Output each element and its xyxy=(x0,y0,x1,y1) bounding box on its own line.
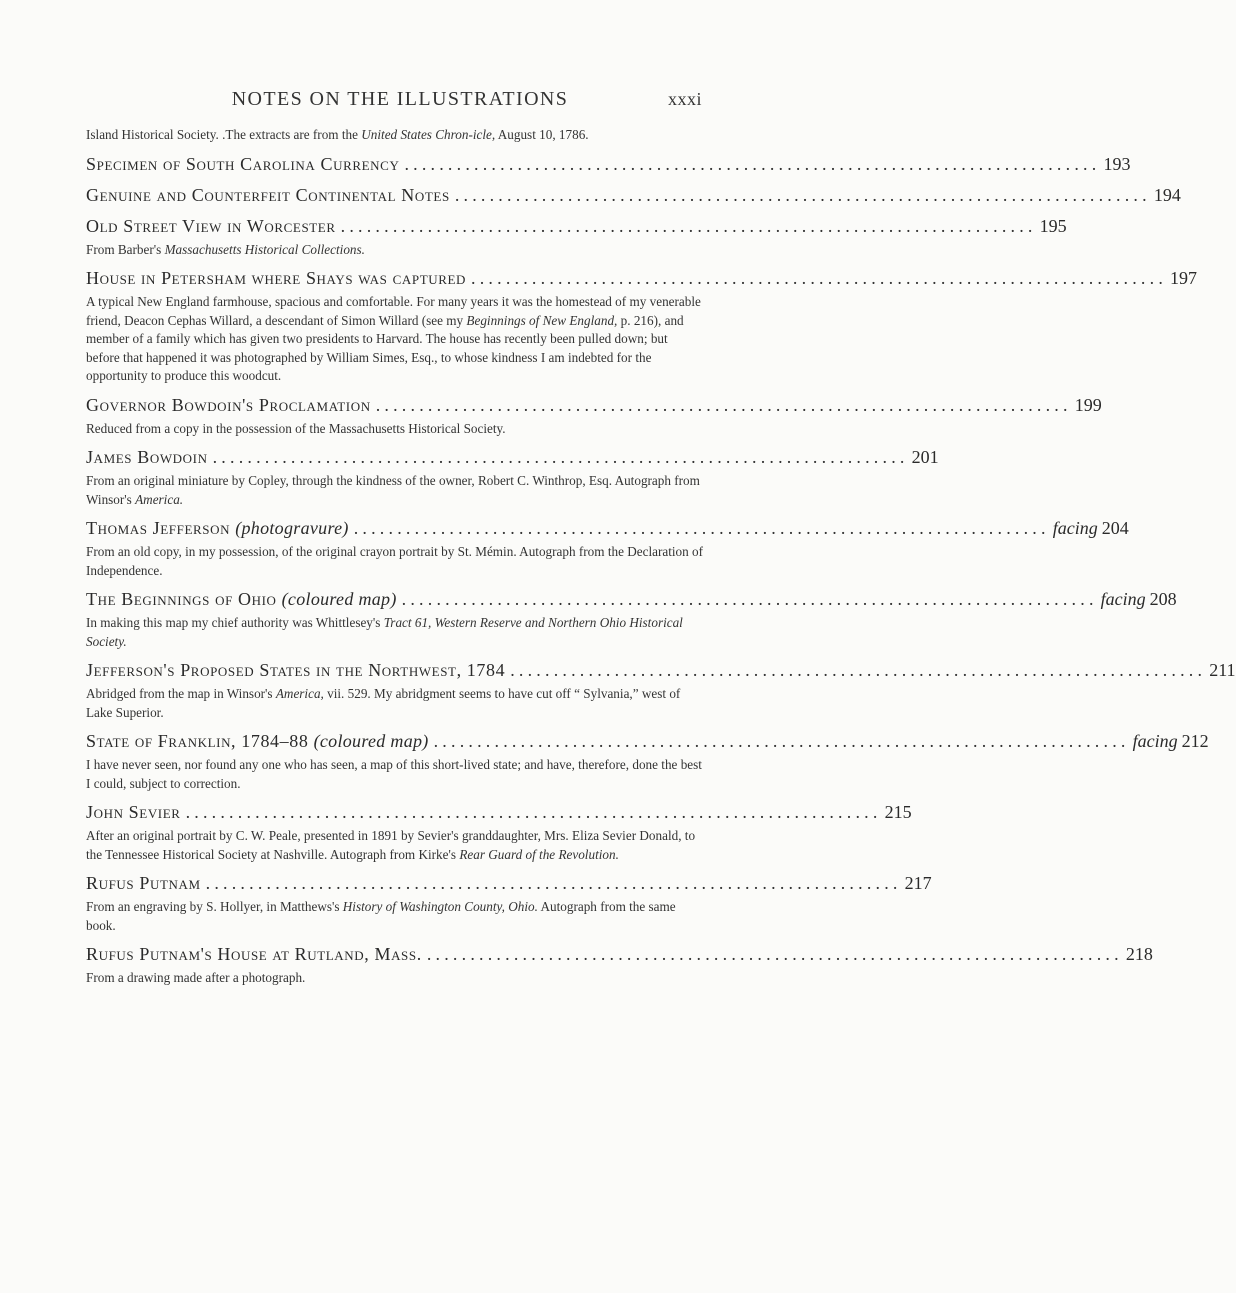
note-text: From an original miniature by Copley, through the kindness of the owner, Robert C. Winthrop, Esq. Autograph from Winsor's xyxy=(86,473,700,507)
entry-title: James Bowdoin xyxy=(86,447,208,467)
entry xyxy=(86,588,1177,651)
entry-page-number: 208 xyxy=(1149,589,1177,609)
page-title: NOTES ON THE ILLUSTRATIONS xyxy=(231,88,569,110)
entry-title-text: Thomas Jefferson xyxy=(86,518,231,538)
note-italic: America. xyxy=(135,491,184,507)
entry-page xyxy=(1098,588,1177,611)
note-text: A typical New England farmhouse, spacious and comfortable. For many years it was the homestead of my venerable friend, Deacon Cephas Willard, a descendant of Simon Willard (see my xyxy=(86,294,701,328)
entry-page xyxy=(1050,517,1129,540)
note-italic: Massachusetts Historical Collections. xyxy=(164,241,365,257)
entry-title: Rufus Putnam's House at Rutland, Mass. xyxy=(86,944,422,964)
page-number: xxxi xyxy=(667,89,702,109)
entry-title: Old Street View in Worcester xyxy=(86,215,336,236)
entry-note xyxy=(86,543,704,580)
entry-note xyxy=(86,685,704,722)
leader-dots: ................................................................................ xyxy=(454,184,1151,205)
entry-title: John Sevier xyxy=(86,802,181,822)
entry-page: 197 xyxy=(1170,268,1198,288)
intro-paragraph xyxy=(86,126,704,145)
note-text: Reduced from a copy in the possession of the Massachusetts Historical Society. xyxy=(86,420,506,436)
leader-dots: ................................................................................ xyxy=(205,873,902,893)
note-text: From an old copy, in my possession, of the original crayon portrait by St. Mémin. Autograph from the Declaration of Independence. xyxy=(86,544,704,578)
entry-heading xyxy=(86,588,1177,611)
entry-heading xyxy=(86,215,1067,238)
entry-heading xyxy=(86,184,1181,207)
entry xyxy=(86,215,1067,260)
note-text: From an engraving by S. Hollyer, in Matthews's xyxy=(86,899,343,914)
entry-title-italic: (coloured map) xyxy=(313,731,429,751)
entry-title: Jefferson's Proposed States in the Northwest, 1784 xyxy=(86,660,506,680)
entry-page: 199 xyxy=(1074,394,1102,415)
entry-heading xyxy=(86,872,932,895)
entry xyxy=(86,872,932,935)
entry-note xyxy=(86,293,704,386)
note-text-end: p. 216), and member of a family which has given two presidents to Harvard. The house has recently been pulled down; but before that happened it was photographed by William Simes, Esq., to whose kindness I am indebted for the opportunity to produce this woodcut. xyxy=(86,312,684,383)
entry-title: Genuine and Counterfeit Continental Notes xyxy=(86,184,450,205)
entry xyxy=(86,659,1236,722)
note-italic: America, xyxy=(275,686,324,701)
note-italic: Beginnings of New England, xyxy=(466,312,618,328)
note-text: From Barber's xyxy=(86,241,165,257)
entry xyxy=(86,943,1153,988)
entry-heading xyxy=(86,517,1129,540)
entry-title-text: State of Franklin, 1784–88 xyxy=(86,731,309,751)
entry-title xyxy=(86,517,349,540)
entry-page-number: 212 xyxy=(1181,731,1209,751)
entry-heading xyxy=(86,267,1198,290)
entry xyxy=(86,267,1198,386)
leader-dots: ................................................................................ xyxy=(433,731,1130,751)
entry xyxy=(86,184,1181,207)
leader-dots: ................................................................................ xyxy=(375,394,1072,415)
note-text: After an original portrait by C. W. Peale, presented in 1891 by Sevier's granddaughter, Mrs. Eliza Sevier Donald, to the Tennessee Historical Society at Nashville. Autograph from Kirke's xyxy=(86,828,696,862)
entry-heading xyxy=(86,153,1131,176)
entry-title-text: The Beginnings of Ohio xyxy=(86,589,277,609)
note-text: From a drawing made after a photograph. xyxy=(86,970,306,985)
entry-page: 201 xyxy=(911,447,939,467)
entry-title-italic: (coloured map) xyxy=(281,589,397,609)
entry-heading xyxy=(86,801,912,824)
facing-label: facing xyxy=(1052,518,1098,538)
note-italic: History of Washington County, Ohio. xyxy=(342,899,538,914)
entry-title-italic: (photogravure) xyxy=(235,518,349,538)
leader-dots: ................................................................................ xyxy=(510,660,1207,680)
intro-italic: United States Chron-icle, xyxy=(361,127,496,142)
entry-heading xyxy=(86,943,1153,966)
entry-page: 217 xyxy=(904,873,932,893)
note-text: Abridged from the map in Winsor's xyxy=(86,686,276,701)
entry-note xyxy=(86,827,704,864)
entry-page: 195 xyxy=(1039,215,1067,236)
entry-note xyxy=(86,614,704,651)
entry-page: 215 xyxy=(884,802,912,822)
note-text-end: Autograph from the same book. xyxy=(86,899,676,933)
running-head xyxy=(0,88,800,118)
leader-dots: ................................................................................ xyxy=(340,215,1037,236)
entry-note xyxy=(86,898,704,935)
entry-note xyxy=(86,420,704,439)
note-text: In making this map my chief authority was Whittlesey's xyxy=(86,615,384,630)
entry-page: 211 xyxy=(1209,660,1236,680)
entry-page-number: 204 xyxy=(1101,518,1129,538)
note-text: I have never seen, nor found any one who has seen, a map of this short-lived state; and have, therefore, done the best I could, subject to correction. xyxy=(86,757,702,791)
note-text-end: vii. 529. My abridgment seems to have cut off “ Sylvania,” west of Lake Superior. xyxy=(86,686,681,720)
entry xyxy=(86,517,1129,580)
leader-dots: ................................................................................ xyxy=(471,268,1168,288)
entry-page: 193 xyxy=(1103,153,1131,174)
leader-dots: ................................................................................ xyxy=(185,802,882,822)
leader-dots: ................................................................................ xyxy=(353,518,1050,538)
intro-text-end: August 10, 1786. xyxy=(495,127,589,142)
entry-page: 218 xyxy=(1125,944,1153,964)
entry-heading xyxy=(86,659,1236,682)
entry xyxy=(86,153,1131,176)
entry xyxy=(86,446,939,509)
note-italic: Rear Guard of the Revolution. xyxy=(459,846,619,862)
entry-heading xyxy=(86,394,1102,417)
entry xyxy=(86,730,1209,793)
entry-title: Specimen of South Carolina Currency xyxy=(86,153,400,174)
note-italic: Tract 61, Western Reserve and Northern Ohio Historical Society. xyxy=(86,615,683,649)
entry xyxy=(86,394,1102,439)
entry-heading xyxy=(86,730,1209,753)
leader-dots: ................................................................................ xyxy=(401,589,1098,609)
leader-dots: ................................................................................ xyxy=(404,153,1101,174)
entry-note xyxy=(86,969,704,988)
entry-heading xyxy=(86,446,939,469)
entry-title xyxy=(86,730,429,753)
entry xyxy=(86,801,912,864)
facing-label: facing xyxy=(1132,731,1178,751)
entry-note xyxy=(86,241,704,260)
entry-page: 194 xyxy=(1153,184,1181,205)
entry-page xyxy=(1130,730,1209,753)
intro-text: Island Historical Society. .The extracts are from the xyxy=(86,127,362,142)
illustration-notes xyxy=(86,126,1236,988)
entry-title xyxy=(86,588,397,611)
leader-dots: ................................................................................ xyxy=(426,944,1123,964)
entry-title: House in Petersham where Shays was captured xyxy=(86,268,467,288)
leader-dots: ................................................................................ xyxy=(212,447,909,467)
entry-note xyxy=(86,472,704,509)
entry-note xyxy=(86,756,704,793)
facing-label: facing xyxy=(1100,589,1146,609)
entry-title: Governor Bowdoin's Proclamation xyxy=(86,394,371,415)
entry-title: Rufus Putnam xyxy=(86,873,201,893)
